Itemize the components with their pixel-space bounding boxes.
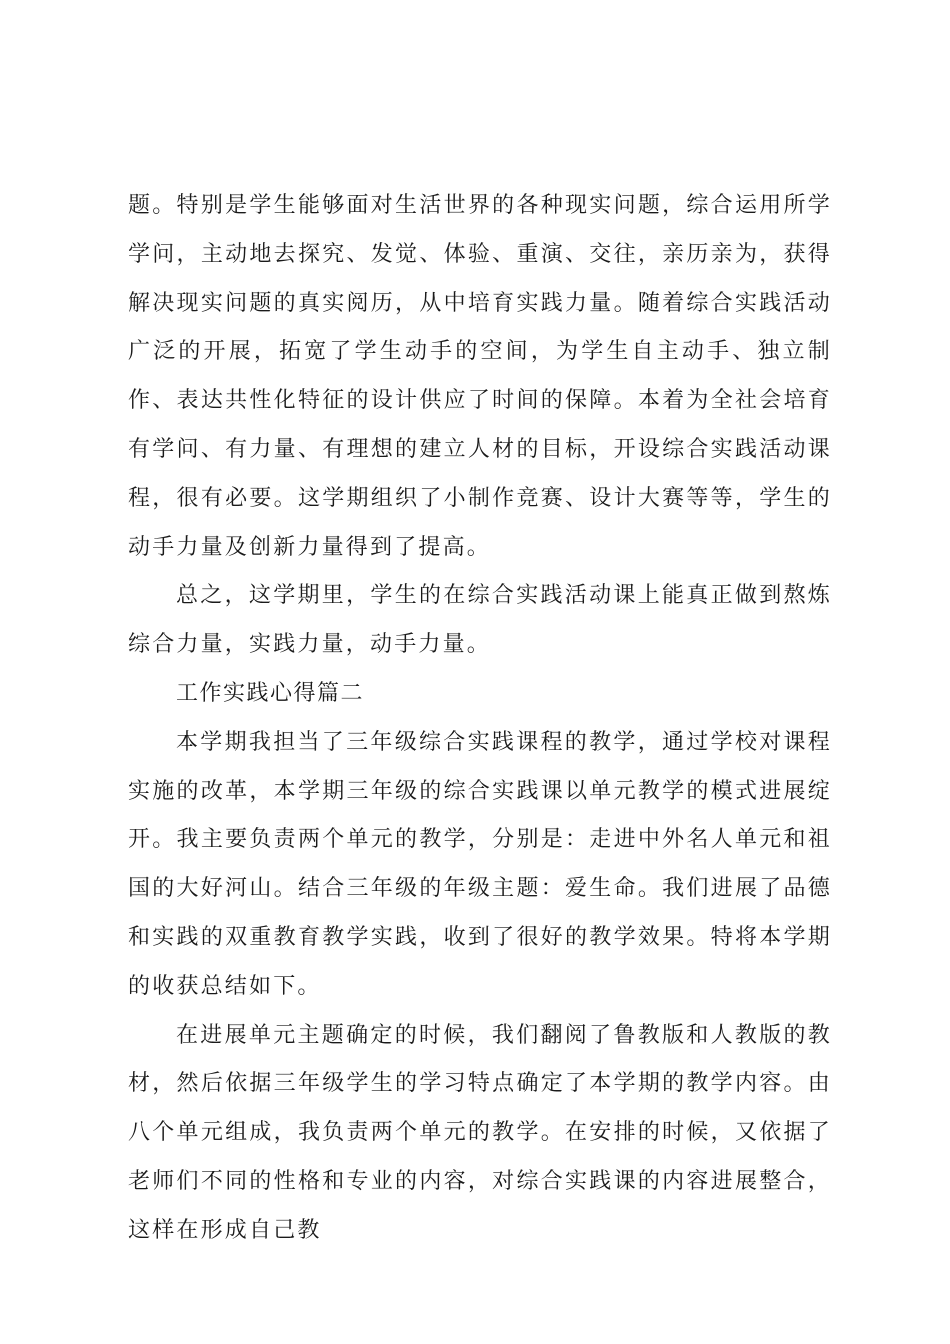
section-heading: 工作实践心得篇二 <box>176 680 365 706</box>
paragraph-summary: 总之，这学期里，学生的在综合实践活动课上能真正做到熬炼综合力量，实践力量，动手力量。 <box>128 583 832 658</box>
paragraph-continuation: 题。特别是学生能够面对生活世界的各种现实问题，综合运用所学学问，主动地去探究、发觉、体验、重演、交往，亲历亲为，获得解决现实问题的真实阅历，从中培育实践力量。随着综合实践活动广泛的开展，拓宽了学生动手的空间，为学生自主动手、独立制作、表达共性化特征的设计供应了时间的保障。本着为全社会培育有学问、有力量、有理想的建立人材的目标，开设综合实践活动课程，很有必要。这学期组织了小制作竞赛、设计大赛等等，学生的动手力量及创新力量得到了提高。 <box>128 193 832 560</box>
paragraph-intro: 本学期我担当了三年级综合实践课程的教学，通过学校对课程实施的改革，本学期三年级的综合实践课以单元教学的模式进展绽开。我主要负责两个单元的教学，分别是：走进中外名人单元和祖国的大好河山。结合三年级的年级主题：爱生命。我们进展了品德和实践的双重教育教学实践，收到了很好的教学效果。特将本学期的收获总结如下。 <box>128 729 832 999</box>
paragraph-unit-planning: 在进展单元主题确定的时候，我们翻阅了鲁教版和人教版的教材，然后依据三年级学生的学习特点确定了本学期的教学内容。由八个单元组成，我负责两个单元的教学。在安排的时候，又依据了老师们不同的性格和专业的内容，对综合实践课的内容进展整合，这样在形成自己教 <box>128 1022 832 1243</box>
document-body <box>128 182 832 1256</box>
